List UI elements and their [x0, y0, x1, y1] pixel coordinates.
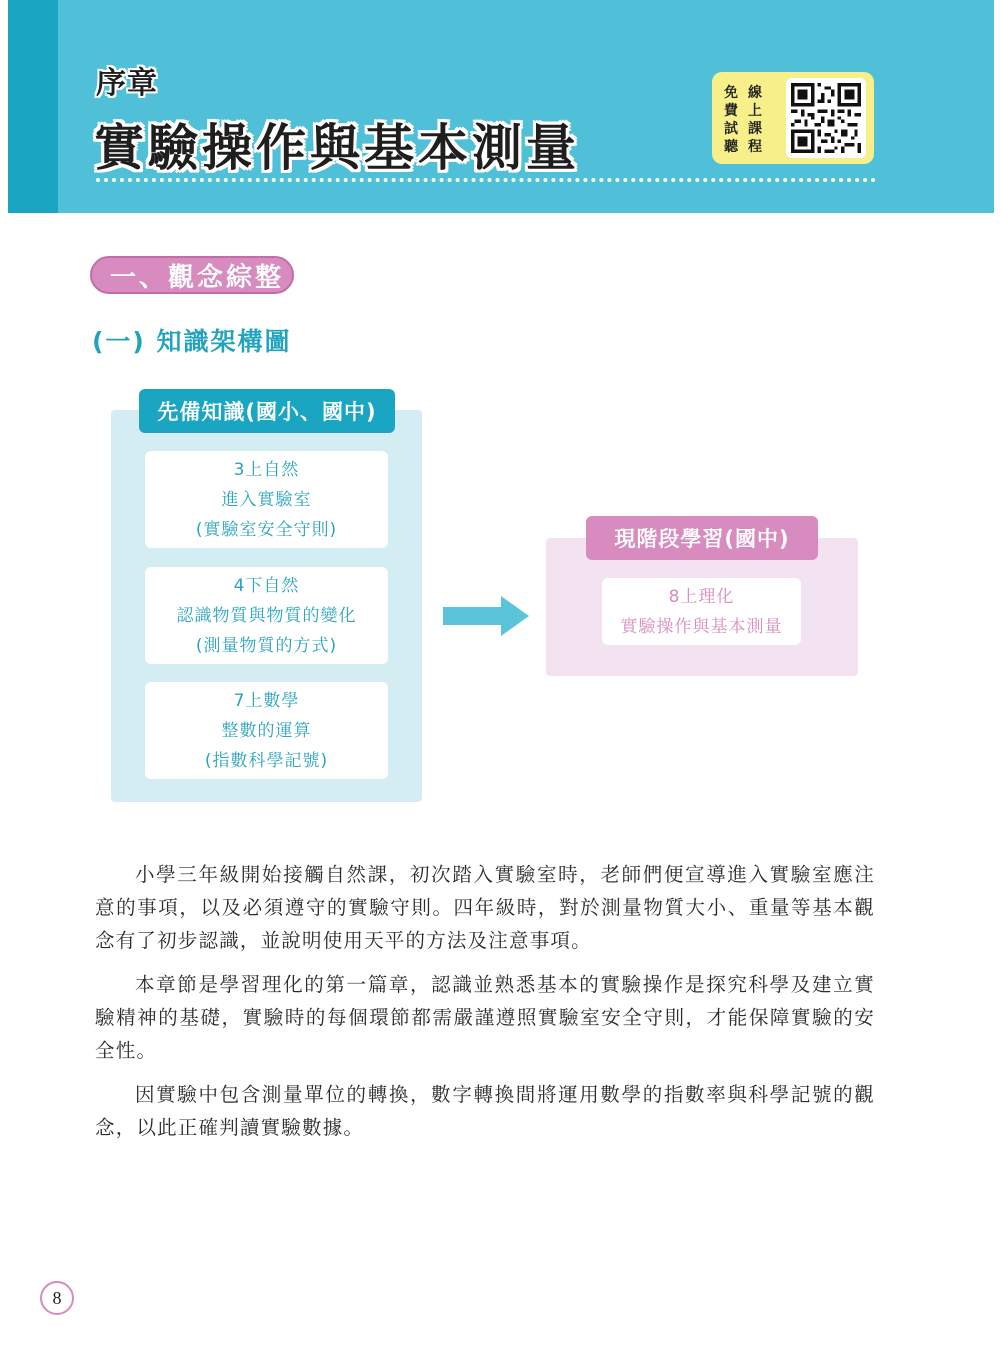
- free-online-course-box[interactable]: [712, 72, 874, 164]
- current-stage-card: [602, 578, 801, 645]
- course-char: 費: [724, 103, 738, 119]
- course-char: 試: [724, 121, 738, 137]
- header-dotted-divider: [96, 178, 876, 182]
- card-subject: 3上自然: [233, 459, 300, 480]
- course-char: 聽: [724, 139, 738, 155]
- course-char: 線: [748, 85, 762, 101]
- card-topic: 進入實驗室: [221, 489, 312, 510]
- card-topic: 認識物質與物質的變化: [176, 605, 357, 626]
- prior-knowledge-card: [145, 567, 388, 664]
- card-topic: 實驗操作與基本測量: [620, 616, 783, 637]
- qr-code-icon[interactable]: [786, 78, 866, 158]
- card-subject: 7上數學: [233, 690, 300, 711]
- chapter-label: 序章: [96, 66, 158, 101]
- current-stage-tab: 現階段學習(國中): [586, 516, 818, 560]
- course-char: 免: [724, 85, 738, 101]
- arrow-right-icon: [443, 596, 531, 636]
- prior-knowledge-card: [145, 451, 388, 548]
- course-char: 上: [748, 103, 762, 119]
- prior-knowledge-tab: 先備知識(國小、國中): [139, 389, 395, 433]
- section-heading-pill: 一、觀念綜整: [90, 256, 294, 294]
- body-paragraph: 因實驗中包含測量單位的轉換，數字轉換間將運用數學的指數率與科學記號的觀念，以此正確判讀實驗數據。: [95, 1083, 875, 1139]
- knowledge-map-heading: (一) 知識架構圖: [92, 327, 292, 356]
- prior-knowledge-card: [145, 682, 388, 779]
- card-subject: 8上理化: [668, 586, 735, 607]
- course-char: 課: [748, 121, 762, 137]
- card-topic: 整數的運算: [221, 720, 312, 741]
- card-detail: (測量物質的方式): [195, 635, 338, 656]
- card-detail: (指數科學記號): [204, 750, 329, 771]
- header-side-strip: [8, 0, 58, 213]
- chapter-title: 實驗操作與基本測量: [94, 119, 580, 177]
- page-number: 8: [40, 1281, 74, 1315]
- course-char: 程: [748, 139, 762, 155]
- body-paragraph: 小學三年級開始接觸自然課，初次踏入實驗室時，老師們便宣導進入實驗室應注意的事項，以及必須遵守的實驗守則。四年級時，對於測量物質大小、重量等基本觀念有了初步認識，並說明使用天平的方法及注意事項。: [95, 863, 875, 952]
- course-box-text: [724, 82, 770, 154]
- card-subject: 4下自然: [233, 575, 300, 596]
- body-paragraph: 本章節是學習理化的第一篇章，認識並熟悉基本的實驗操作是探究科學及建立實驗精神的基礎，實驗時的每個環節都需嚴謹遵照實驗室安全守則，才能保障實驗的安全性。: [95, 973, 875, 1062]
- card-detail: (實驗室安全守則): [195, 519, 338, 540]
